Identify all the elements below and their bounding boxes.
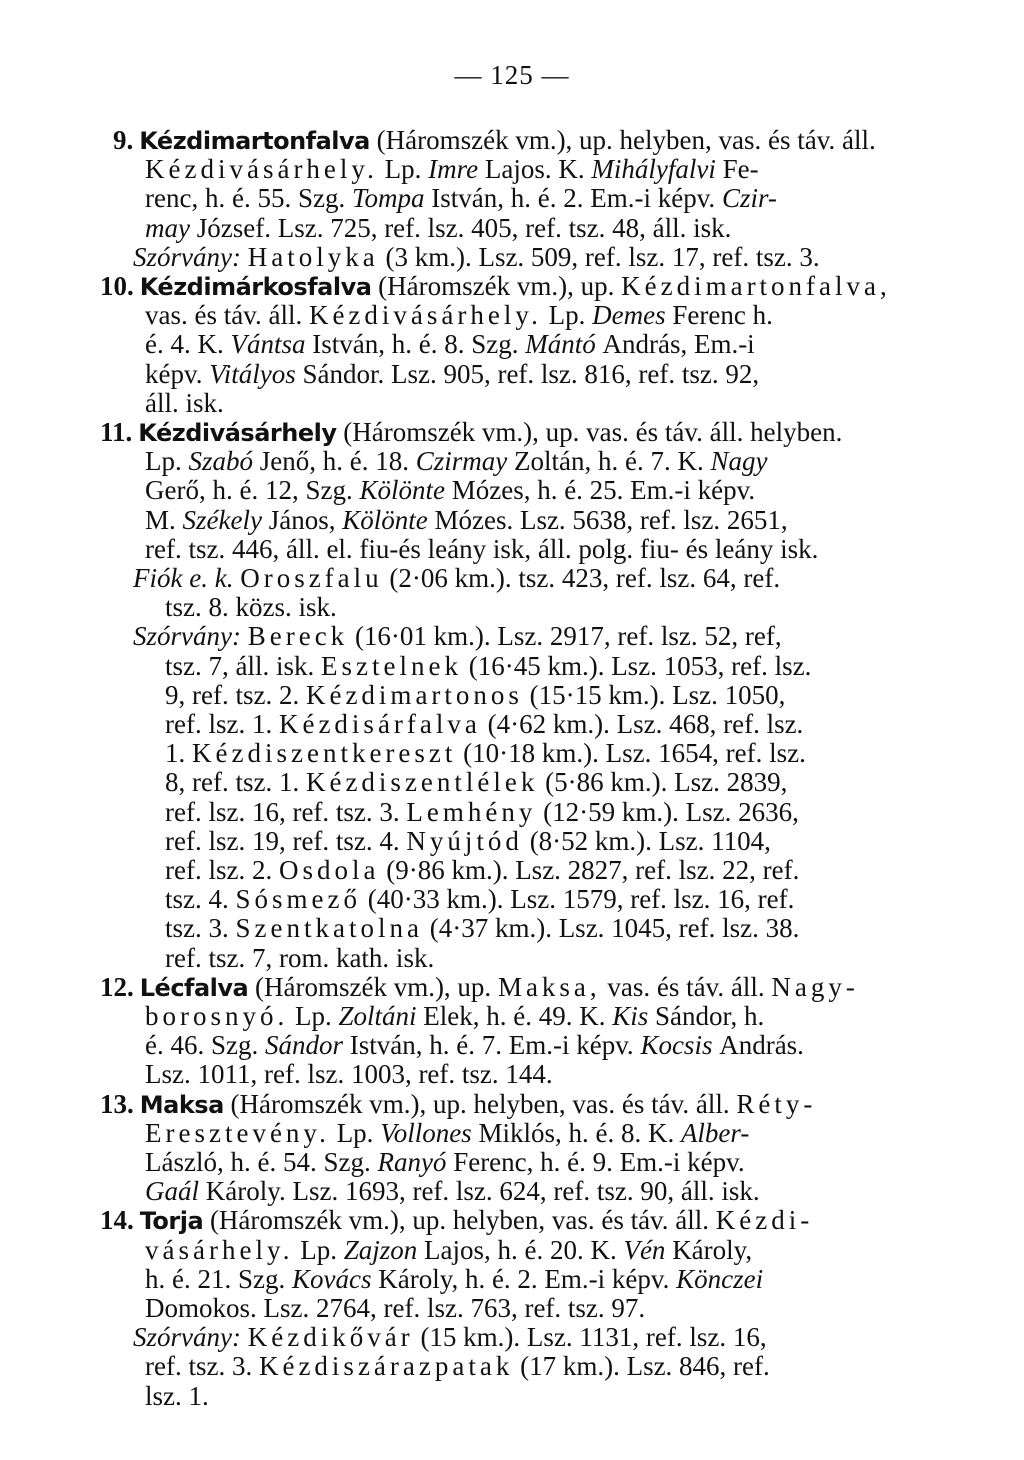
italic-name: Mihályfalvi <box>591 154 716 184</box>
text-line <box>165 739 806 768</box>
spaced-name: Nyújtód <box>406 826 523 856</box>
spaced-name: Kézdivásárhely. <box>145 154 378 184</box>
italic-name: Vollones <box>380 1118 472 1148</box>
line-text: (4·62 km.). Lsz. 468, ref. lsz. <box>487 709 804 739</box>
italic-name: Demes <box>592 300 666 330</box>
line-text: Lp. <box>295 1001 332 1031</box>
place-heading: Lécfalva <box>139 974 249 1002</box>
italic-name: Alber- <box>680 1118 750 1148</box>
line-text: ref. lsz. 2. <box>165 855 273 885</box>
italic-name: Kovács <box>291 1264 372 1294</box>
line-text: (Háromszék vm.), up. <box>255 972 492 1002</box>
italic-name: Szabó <box>188 446 254 476</box>
spaced-name: Nagy- <box>771 972 859 1002</box>
italic-name: Zajzon <box>343 1235 418 1265</box>
line-text: é. 46. Szg. <box>145 1030 259 1060</box>
line-text: Lajos. K. <box>484 154 585 184</box>
line-text: vas. és táv. áll. <box>145 300 303 330</box>
text-line <box>133 1323 767 1352</box>
line-text: (16·45 km.). Lsz. 1053, ref. lsz. <box>468 651 812 681</box>
text-line <box>145 1265 763 1294</box>
spaced-name: Kézdiszárazpatak <box>258 1351 514 1381</box>
entry-number: 9. <box>113 125 134 155</box>
line-text: István, h. é. 7. Em.-i képv. <box>349 1030 634 1060</box>
italic-name: Vántsa <box>230 329 306 359</box>
place-heading: Kézdimárkosfalva <box>139 273 372 301</box>
line-text: 8, ref. tsz. 1. <box>165 767 300 797</box>
line-text: Károly, <box>672 1235 753 1265</box>
text-line <box>145 330 755 359</box>
line-text: tsz. 8. közs. isk. <box>165 592 337 622</box>
italic-name: Zoltáni <box>338 1001 417 1031</box>
italic-name: Vitályos <box>209 359 296 389</box>
line-text: Elek, h. é. 49. K. <box>423 1001 606 1031</box>
spaced-name: borosnyó. <box>145 1001 289 1031</box>
line-text: (2·06 km.). tsz. 423, ref. lsz. 64, ref. <box>389 563 781 593</box>
spaced-name: Réty- <box>736 1089 817 1119</box>
line-text: képv. <box>145 359 203 389</box>
line-text: István, h. é. 2. Em.-i képv. <box>431 183 716 213</box>
line-text: Sándor. Lsz. 905, ref. lsz. 816, ref. tsz. 92, <box>302 359 760 389</box>
line-text: Sándor, h. <box>655 1001 765 1031</box>
line-text: ref. lsz. 19, ref. tsz. 4. <box>165 826 400 856</box>
line-text: M. <box>145 505 176 535</box>
spaced-name: Kézdivásárhely. <box>308 300 542 330</box>
italic-name: Imre <box>428 154 479 184</box>
text-line <box>100 272 891 301</box>
text-line <box>165 856 799 885</box>
page-number: — 125 — <box>454 60 570 90</box>
text-line <box>145 506 788 535</box>
line-text: tsz. 7, áll. isk. <box>165 651 315 681</box>
italic-name: Szórvány: <box>133 242 241 272</box>
italic-name: Kölönte <box>359 475 445 505</box>
text-line <box>145 1148 745 1177</box>
text-line <box>145 214 731 243</box>
spaced-name: Kézdi- <box>715 1205 814 1235</box>
italic-name: may <box>145 213 190 243</box>
text-line <box>100 973 859 1002</box>
place-heading: Kézdivásárhely <box>138 419 337 447</box>
line-text: (9·86 km.). Lsz. 2827, ref. lsz. 22, ref. <box>386 855 800 885</box>
spaced-name: Kézdiszentkereszt <box>192 738 457 768</box>
spaced-name: Bereck <box>247 621 349 651</box>
text-line <box>145 535 818 564</box>
line-text: Mózes, h. é. 25. Em.-i képv. <box>451 475 756 505</box>
line-text: (Háromszék vm.), up. helyben, vas. és táv. áll. <box>209 1205 710 1235</box>
line-text: Jenő, h. é. 18. <box>259 446 409 476</box>
text-line <box>145 184 777 213</box>
entry-number: 10. <box>100 271 134 301</box>
line-text: é. 4. K. <box>145 329 224 359</box>
text-line <box>145 1031 804 1060</box>
line-text: (12·59 km.). Lsz. 2636, <box>543 797 799 827</box>
text-line <box>145 476 755 505</box>
spaced-name: Sósmező <box>235 884 361 914</box>
entry-number: 11. <box>100 417 133 447</box>
text-line <box>165 885 794 914</box>
entry-number: 13. <box>100 1089 134 1119</box>
line-text: Lp. <box>336 1118 374 1148</box>
line-text: áll. isk. <box>145 388 224 418</box>
line-text: (17 km.). Lsz. 846, ref. <box>520 1351 770 1381</box>
line-text: (Háromszék vm.), up. helyben, vas. és táv. áll. <box>230 1089 730 1119</box>
italic-name: Vén <box>623 1235 666 1265</box>
spaced-name: Kézdikővár <box>247 1322 414 1352</box>
spaced-name: Eresztevény. <box>145 1118 330 1148</box>
spaced-name: Szentkatolna <box>235 913 423 943</box>
italic-name: Ranyó <box>377 1147 447 1177</box>
spaced-name: Esztelnek <box>321 651 462 681</box>
italic-name: Mántó <box>525 329 596 359</box>
text-line <box>145 155 759 184</box>
text-line <box>165 768 787 797</box>
line-text: József. Lsz. 725, ref. lsz. 405, ref. tsz. 48, áll. isk. <box>196 213 732 243</box>
italic-name: Czir- <box>721 183 777 213</box>
line-text: Lp. <box>300 1235 337 1265</box>
text-line <box>113 126 876 155</box>
italic-name: Tompa <box>351 183 425 213</box>
line-text: renc, h. é. 55. Szg. <box>145 183 346 213</box>
text-line <box>145 301 773 330</box>
italic-name: Sándor <box>264 1030 343 1060</box>
line-text: (5·86 km.). Lsz. 2839, <box>545 767 788 797</box>
text-line <box>133 564 780 593</box>
spaced-name: Oroszfalu <box>240 563 383 593</box>
text-line <box>145 1236 752 1265</box>
line-text: 1. <box>165 738 186 768</box>
spaced-name: Lemhény <box>406 797 537 827</box>
line-text: Ferenc, h. é. 9. Em.-i képv. <box>453 1147 745 1177</box>
line-text: ref. tsz. 3. <box>145 1351 253 1381</box>
line-text: (3 km.). Lsz. 509, ref. lsz. 17, ref. tsz. 3. <box>385 242 820 272</box>
text-line <box>145 360 759 389</box>
spaced-name: vásárhely. <box>145 1235 294 1265</box>
line-text: 9, ref. tsz. 2. <box>165 680 300 710</box>
line-text: Fe- <box>722 154 759 184</box>
line-text: András. <box>719 1030 804 1060</box>
line-text: ref. tsz. 446, áll. el. fiu-és leány isk, áll. polg. fiu- és leány isk. <box>145 534 819 564</box>
line-text: János, <box>268 505 336 535</box>
place-heading: Maksa <box>139 1091 224 1119</box>
text-line <box>145 1060 553 1089</box>
line-text: Ferenc h. <box>672 300 773 330</box>
line-text: Lp. <box>145 446 182 476</box>
line-text: (Háromszék vm.), up. vas. és táv. áll. helyben. <box>343 417 843 447</box>
line-text: ref. lsz. 1. <box>165 709 273 739</box>
text-line <box>145 1119 749 1148</box>
italic-name: Fiók e. k. <box>133 563 234 593</box>
text-line <box>165 798 799 827</box>
line-text: András, Em.-i <box>602 329 755 359</box>
text-line <box>145 389 224 418</box>
text-line <box>100 1090 816 1119</box>
line-text: Lajos, h. é. 20. K. <box>423 1235 617 1265</box>
text-line <box>133 243 820 272</box>
entry-number: 12. <box>100 972 134 1002</box>
line-text: Domokos. Lsz. 2764, ref. lsz. 763, ref. tsz. 97. <box>145 1293 646 1323</box>
entry-number: 14. <box>100 1205 134 1235</box>
text-line <box>133 622 782 651</box>
line-text: ref. lsz. 16, ref. tsz. 3. <box>165 797 400 827</box>
line-text: (Háromszék vm.), up. helyben, vas. és táv. áll. <box>376 125 876 155</box>
italic-name: Nagy <box>710 446 768 476</box>
line-text: Mózes. Lsz. 5638, ref. lsz. 2651, <box>434 505 788 535</box>
text-line <box>165 681 785 710</box>
italic-name: Kocsis <box>640 1030 713 1060</box>
place-heading: Kézdimartonfalva <box>139 127 370 155</box>
line-text: Lsz. 1011, ref. lsz. 1003, ref. tsz. 144. <box>145 1059 553 1089</box>
line-text: István, h. é. 8. Szg. <box>312 329 519 359</box>
text-line <box>165 827 771 856</box>
line-text: tsz. 4. <box>165 884 229 914</box>
italic-name: Kölönte <box>342 505 428 535</box>
text-line <box>145 447 767 476</box>
line-text: vas. és táv. áll. <box>607 972 765 1002</box>
text-line <box>165 710 803 739</box>
spaced-name: Kézdisárfalva <box>278 709 481 739</box>
line-text: (40·33 km.). Lsz. 1579, ref. lsz. 16, ref. <box>367 884 795 914</box>
italic-name: Székely <box>182 505 262 535</box>
italic-name: Czirmay <box>415 446 508 476</box>
text-line <box>145 1177 760 1206</box>
text-line <box>100 418 842 447</box>
line-text: (4·37 km.). Lsz. 1045, ref. lsz. 38. <box>429 913 800 943</box>
text-line <box>145 1002 764 1031</box>
line-text: Miklós, h. é. 8. K. <box>478 1118 675 1148</box>
line-text: ref. tsz. 7, rom. kath. isk. <box>165 943 435 973</box>
line-text: Lp. <box>384 154 422 184</box>
line-text: (Háromszék vm.), up. <box>378 271 615 301</box>
place-heading: Torja <box>139 1207 204 1235</box>
italic-name: Kis <box>612 1001 649 1031</box>
line-text: Zoltán, h. é. 7. K. <box>514 446 704 476</box>
line-text: Károly, h. é. 2. Em.-i képv. <box>378 1264 670 1294</box>
line-text: (16·01 km.). Lsz. 2917, ref. lsz. 52, ref, <box>354 621 782 651</box>
line-text: tsz. 3. <box>165 913 229 943</box>
line-text: (15 km.). Lsz. 1131, ref. lsz. 16, <box>420 1322 767 1352</box>
text-line <box>165 914 799 943</box>
spaced-name: Kézdimartonfalva, <box>621 271 891 301</box>
line-text: Károly. Lsz. 1693, ref. lsz. 624, ref. tsz. 90, áll. isk. <box>205 1176 760 1206</box>
spaced-name: Kézdiszentlélek <box>305 767 539 797</box>
line-text: Gerő, h. é. 12, Szg. <box>145 475 353 505</box>
text-line <box>100 1206 813 1235</box>
spaced-name: Maksa, <box>497 972 601 1002</box>
text-line <box>165 652 811 681</box>
italic-name: Gaál <box>145 1176 199 1206</box>
italic-name: Szórvány: <box>133 621 241 651</box>
line-text: László, h. é. 54. Szg. <box>145 1147 371 1177</box>
italic-name: Szórvány: <box>133 1322 241 1352</box>
line-text: Lp. <box>548 300 586 330</box>
line-text: h. é. 21. Szg. <box>145 1264 286 1294</box>
line-text: lsz. 1. <box>145 1381 209 1411</box>
line-text: (8·52 km.). Lsz. 1104, <box>529 826 771 856</box>
text-line <box>145 1294 645 1323</box>
italic-name: Könczei <box>676 1264 764 1294</box>
text-line <box>165 944 434 973</box>
text-line <box>145 1352 770 1381</box>
text-line <box>145 1382 209 1411</box>
spaced-name: Hatolyka <box>247 242 379 272</box>
line-text: (15·15 km.). Lsz. 1050, <box>529 680 786 710</box>
line-text: (10·18 km.). Lsz. 1654, ref. lsz. <box>463 738 806 768</box>
spaced-name: Kézdimartonos <box>305 680 523 710</box>
spaced-name: Osdola <box>278 855 380 885</box>
text-line <box>165 593 337 622</box>
